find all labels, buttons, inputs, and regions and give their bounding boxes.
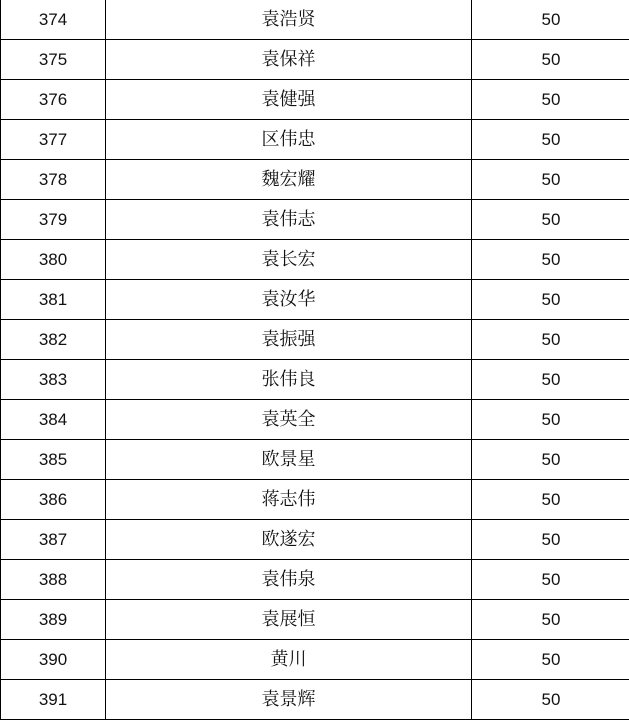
amount-cell: 50 bbox=[472, 520, 629, 560]
amount-cell: 50 bbox=[472, 560, 629, 600]
table-row bbox=[1, 240, 629, 280]
amount-cell: 50 bbox=[472, 40, 629, 80]
name-cell: 黄川 bbox=[106, 640, 472, 680]
amount-cell: 50 bbox=[472, 440, 629, 480]
table-row bbox=[1, 120, 629, 160]
amount-cell: 50 bbox=[472, 640, 629, 680]
row-number-cell: 388 bbox=[1, 560, 106, 600]
name-cell: 蒋志伟 bbox=[106, 480, 472, 520]
row-number-cell: 377 bbox=[1, 120, 106, 160]
table-row bbox=[1, 600, 629, 640]
name-cell: 张伟良 bbox=[106, 360, 472, 400]
amount-cell: 50 bbox=[472, 160, 629, 200]
table-row bbox=[1, 200, 629, 240]
row-number-cell: 389 bbox=[1, 600, 106, 640]
amount-cell: 50 bbox=[472, 0, 629, 40]
name-cell: 袁振强 bbox=[106, 320, 472, 360]
table-row bbox=[1, 40, 629, 80]
row-number-cell: 382 bbox=[1, 320, 106, 360]
amount-cell: 50 bbox=[472, 240, 629, 280]
table-row bbox=[1, 0, 629, 40]
amount-cell: 50 bbox=[472, 80, 629, 120]
row-number-cell: 379 bbox=[1, 200, 106, 240]
amount-cell: 50 bbox=[472, 680, 629, 720]
name-cell: 袁浩贤 bbox=[106, 0, 472, 40]
name-cell: 袁伟泉 bbox=[106, 560, 472, 600]
row-number-cell: 380 bbox=[1, 240, 106, 280]
amount-cell: 50 bbox=[472, 120, 629, 160]
amount-cell: 50 bbox=[472, 600, 629, 640]
name-cell: 区伟忠 bbox=[106, 120, 472, 160]
table-row bbox=[1, 640, 629, 680]
amount-cell: 50 bbox=[472, 400, 629, 440]
row-number-cell: 376 bbox=[1, 80, 106, 120]
table-row bbox=[1, 560, 629, 600]
row-number-cell: 387 bbox=[1, 520, 106, 560]
table-row bbox=[1, 280, 629, 320]
name-cell: 欧景星 bbox=[106, 440, 472, 480]
row-number-cell: 375 bbox=[1, 40, 106, 80]
table-row bbox=[1, 440, 629, 480]
amount-cell: 50 bbox=[472, 480, 629, 520]
table-row bbox=[1, 520, 629, 560]
name-cell: 袁景辉 bbox=[106, 680, 472, 720]
table-row bbox=[1, 320, 629, 360]
roster-table-body bbox=[1, 0, 629, 720]
row-number-cell: 383 bbox=[1, 360, 106, 400]
table-row bbox=[1, 360, 629, 400]
row-number-cell: 386 bbox=[1, 480, 106, 520]
table-row bbox=[1, 80, 629, 120]
name-cell: 魏宏耀 bbox=[106, 160, 472, 200]
table-row bbox=[1, 480, 629, 520]
name-cell: 袁健强 bbox=[106, 80, 472, 120]
amount-cell: 50 bbox=[472, 280, 629, 320]
name-cell: 袁展恒 bbox=[106, 600, 472, 640]
amount-cell: 50 bbox=[472, 320, 629, 360]
table-row bbox=[1, 680, 629, 720]
name-cell: 袁伟志 bbox=[106, 200, 472, 240]
row-number-cell: 385 bbox=[1, 440, 106, 480]
row-number-cell: 378 bbox=[1, 160, 106, 200]
amount-cell: 50 bbox=[472, 360, 629, 400]
row-number-cell: 374 bbox=[1, 0, 106, 40]
row-number-cell: 381 bbox=[1, 280, 106, 320]
table-row bbox=[1, 160, 629, 200]
name-cell: 袁英全 bbox=[106, 400, 472, 440]
name-cell: 袁保祥 bbox=[106, 40, 472, 80]
table-row bbox=[1, 400, 629, 440]
name-cell: 袁长宏 bbox=[106, 240, 472, 280]
row-number-cell: 390 bbox=[1, 640, 106, 680]
amount-cell: 50 bbox=[472, 200, 629, 240]
row-number-cell: 391 bbox=[1, 680, 106, 720]
row-number-cell: 384 bbox=[1, 400, 106, 440]
name-cell: 袁汝华 bbox=[106, 280, 472, 320]
name-cell: 欧遂宏 bbox=[106, 520, 472, 560]
